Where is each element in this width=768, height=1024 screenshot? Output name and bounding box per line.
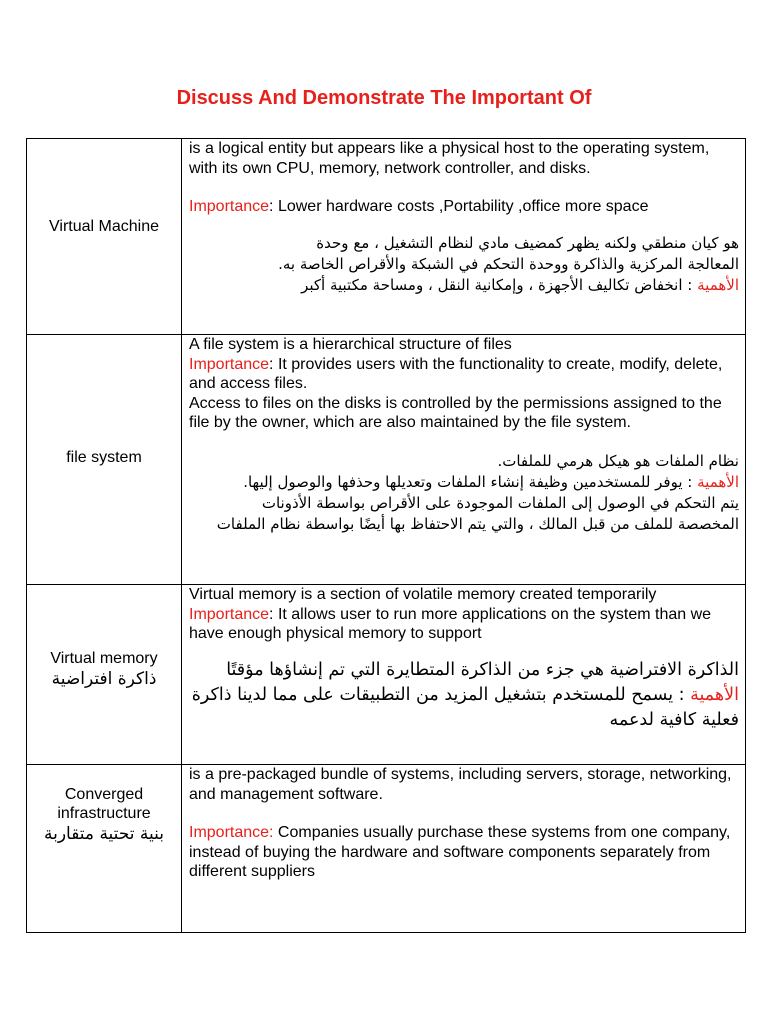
definition-text: is a pre-packaged bundle of systems, including servers, storage, networking, and management software. <box>189 766 732 803</box>
arabic-importance-text: : يسمح للمستخدم بتشغيل المزيد من التطبيقات على مما لدينا ذاكرة <box>191 684 691 705</box>
term-cell <box>27 585 182 765</box>
term-label-arabic: بنية تحتية متقاربة <box>43 824 165 844</box>
arabic-importance-label: الأهمية <box>690 684 739 705</box>
term-cell <box>27 139 182 335</box>
importance-text: : Lower hardware costs ,Portability ,office more space <box>269 198 649 216</box>
importance-text: : It provides users with the functionality to create, modify, delete, and access files. <box>189 355 723 393</box>
arabic-definition-line: هو كيان منطقي ولكنه يظهر كمضيف مادي لنظام التشغيل ، مع وحدة <box>316 233 739 252</box>
comparison-table <box>26 138 746 933</box>
importance-label: Importance <box>189 355 270 373</box>
arabic-importance-text: : انخفاض تكاليف الأجهزة ، وإمكانية النقل ، ومساحة مكتبية أكبر <box>301 275 698 294</box>
definition-cell <box>182 585 746 765</box>
term-label: Converged infrastructure <box>57 786 151 822</box>
importance-line <box>189 605 739 644</box>
definition-text: Virtual memory is a section of volatile memory created temporarily <box>189 586 657 603</box>
importance-line <box>189 197 739 217</box>
arabic-importance-label: الأهمية <box>697 472 739 491</box>
definition-extra: Access to files on the disks is controlled by the permissions assigned to the file by the owner, which are also maintained by the file system. <box>189 394 722 432</box>
arabic-importance-text: : يوفر للمستخدمين وظيفة إنشاء الملفات وتعديلها وحذفها والوصول إليها. <box>243 472 698 491</box>
table-row <box>27 335 746 585</box>
term-label: Virtual Machine <box>49 217 159 235</box>
importance-label: Importance: <box>189 824 274 842</box>
definition-cell <box>182 765 746 933</box>
importance-text: Companies usually purchase these systems from one company, instead of buying the hardware and software components separately from different suppliers <box>189 824 731 881</box>
arabic-definition-line: فعلية كافية لدعمه <box>609 709 739 730</box>
table-row <box>27 765 746 933</box>
arabic-definition-line: المخصصة للملف من قبل المالك ، والتي يتم الاحتفاظ بها أيضًا بواسطة نظام الملفات <box>216 514 739 533</box>
term-label: Virtual memory <box>50 650 158 667</box>
term-cell <box>27 335 182 585</box>
page-title: Discuss And Demonstrate The Important Of <box>176 87 592 109</box>
importance-label: Importance <box>189 198 270 216</box>
term-label: file system <box>66 449 142 466</box>
definition-cell <box>182 139 746 335</box>
arabic-importance-label: الأهمية <box>697 275 739 294</box>
arabic-definition-line: الذاكرة الافتراضية هي جزء من الذاكرة المتطايرة التي تم إنشاؤها مؤقتًا <box>226 659 739 680</box>
arabic-definition-line: نظام الملفات هو هيكل هرمي للملفات. <box>497 451 739 470</box>
arabic-importance-line <box>189 683 739 708</box>
term-cell <box>27 765 182 933</box>
importance-line <box>189 823 739 882</box>
arabic-importance-line <box>189 275 739 296</box>
table-row <box>27 139 746 335</box>
arabic-definition-line: يتم التحكم في الوصول إلى الملفات الموجودة على الأقراص بواسطة الأذونات <box>261 493 739 512</box>
importance-label: Importance <box>189 605 270 623</box>
table-row <box>27 585 746 765</box>
arabic-importance-line <box>189 472 739 493</box>
definition-text: A file system is a hierarchical structure of files <box>189 336 512 353</box>
importance-text: : It allows user to run more applications on the system than we have enough physical memory to support <box>189 605 712 643</box>
arabic-definition-line: المعالجة المركزية والذاكرة ووحدة التحكم في الشبكة والأقراص الخاصة به. <box>278 254 739 273</box>
definition-text: is a logical entity but appears like a physical host to the operating system, with its own CPU, memory, network controller, and disks. <box>189 140 710 177</box>
term-label-arabic: ذاكرة افتراضية <box>51 669 157 689</box>
definition-cell <box>182 335 746 585</box>
importance-line <box>189 355 739 394</box>
